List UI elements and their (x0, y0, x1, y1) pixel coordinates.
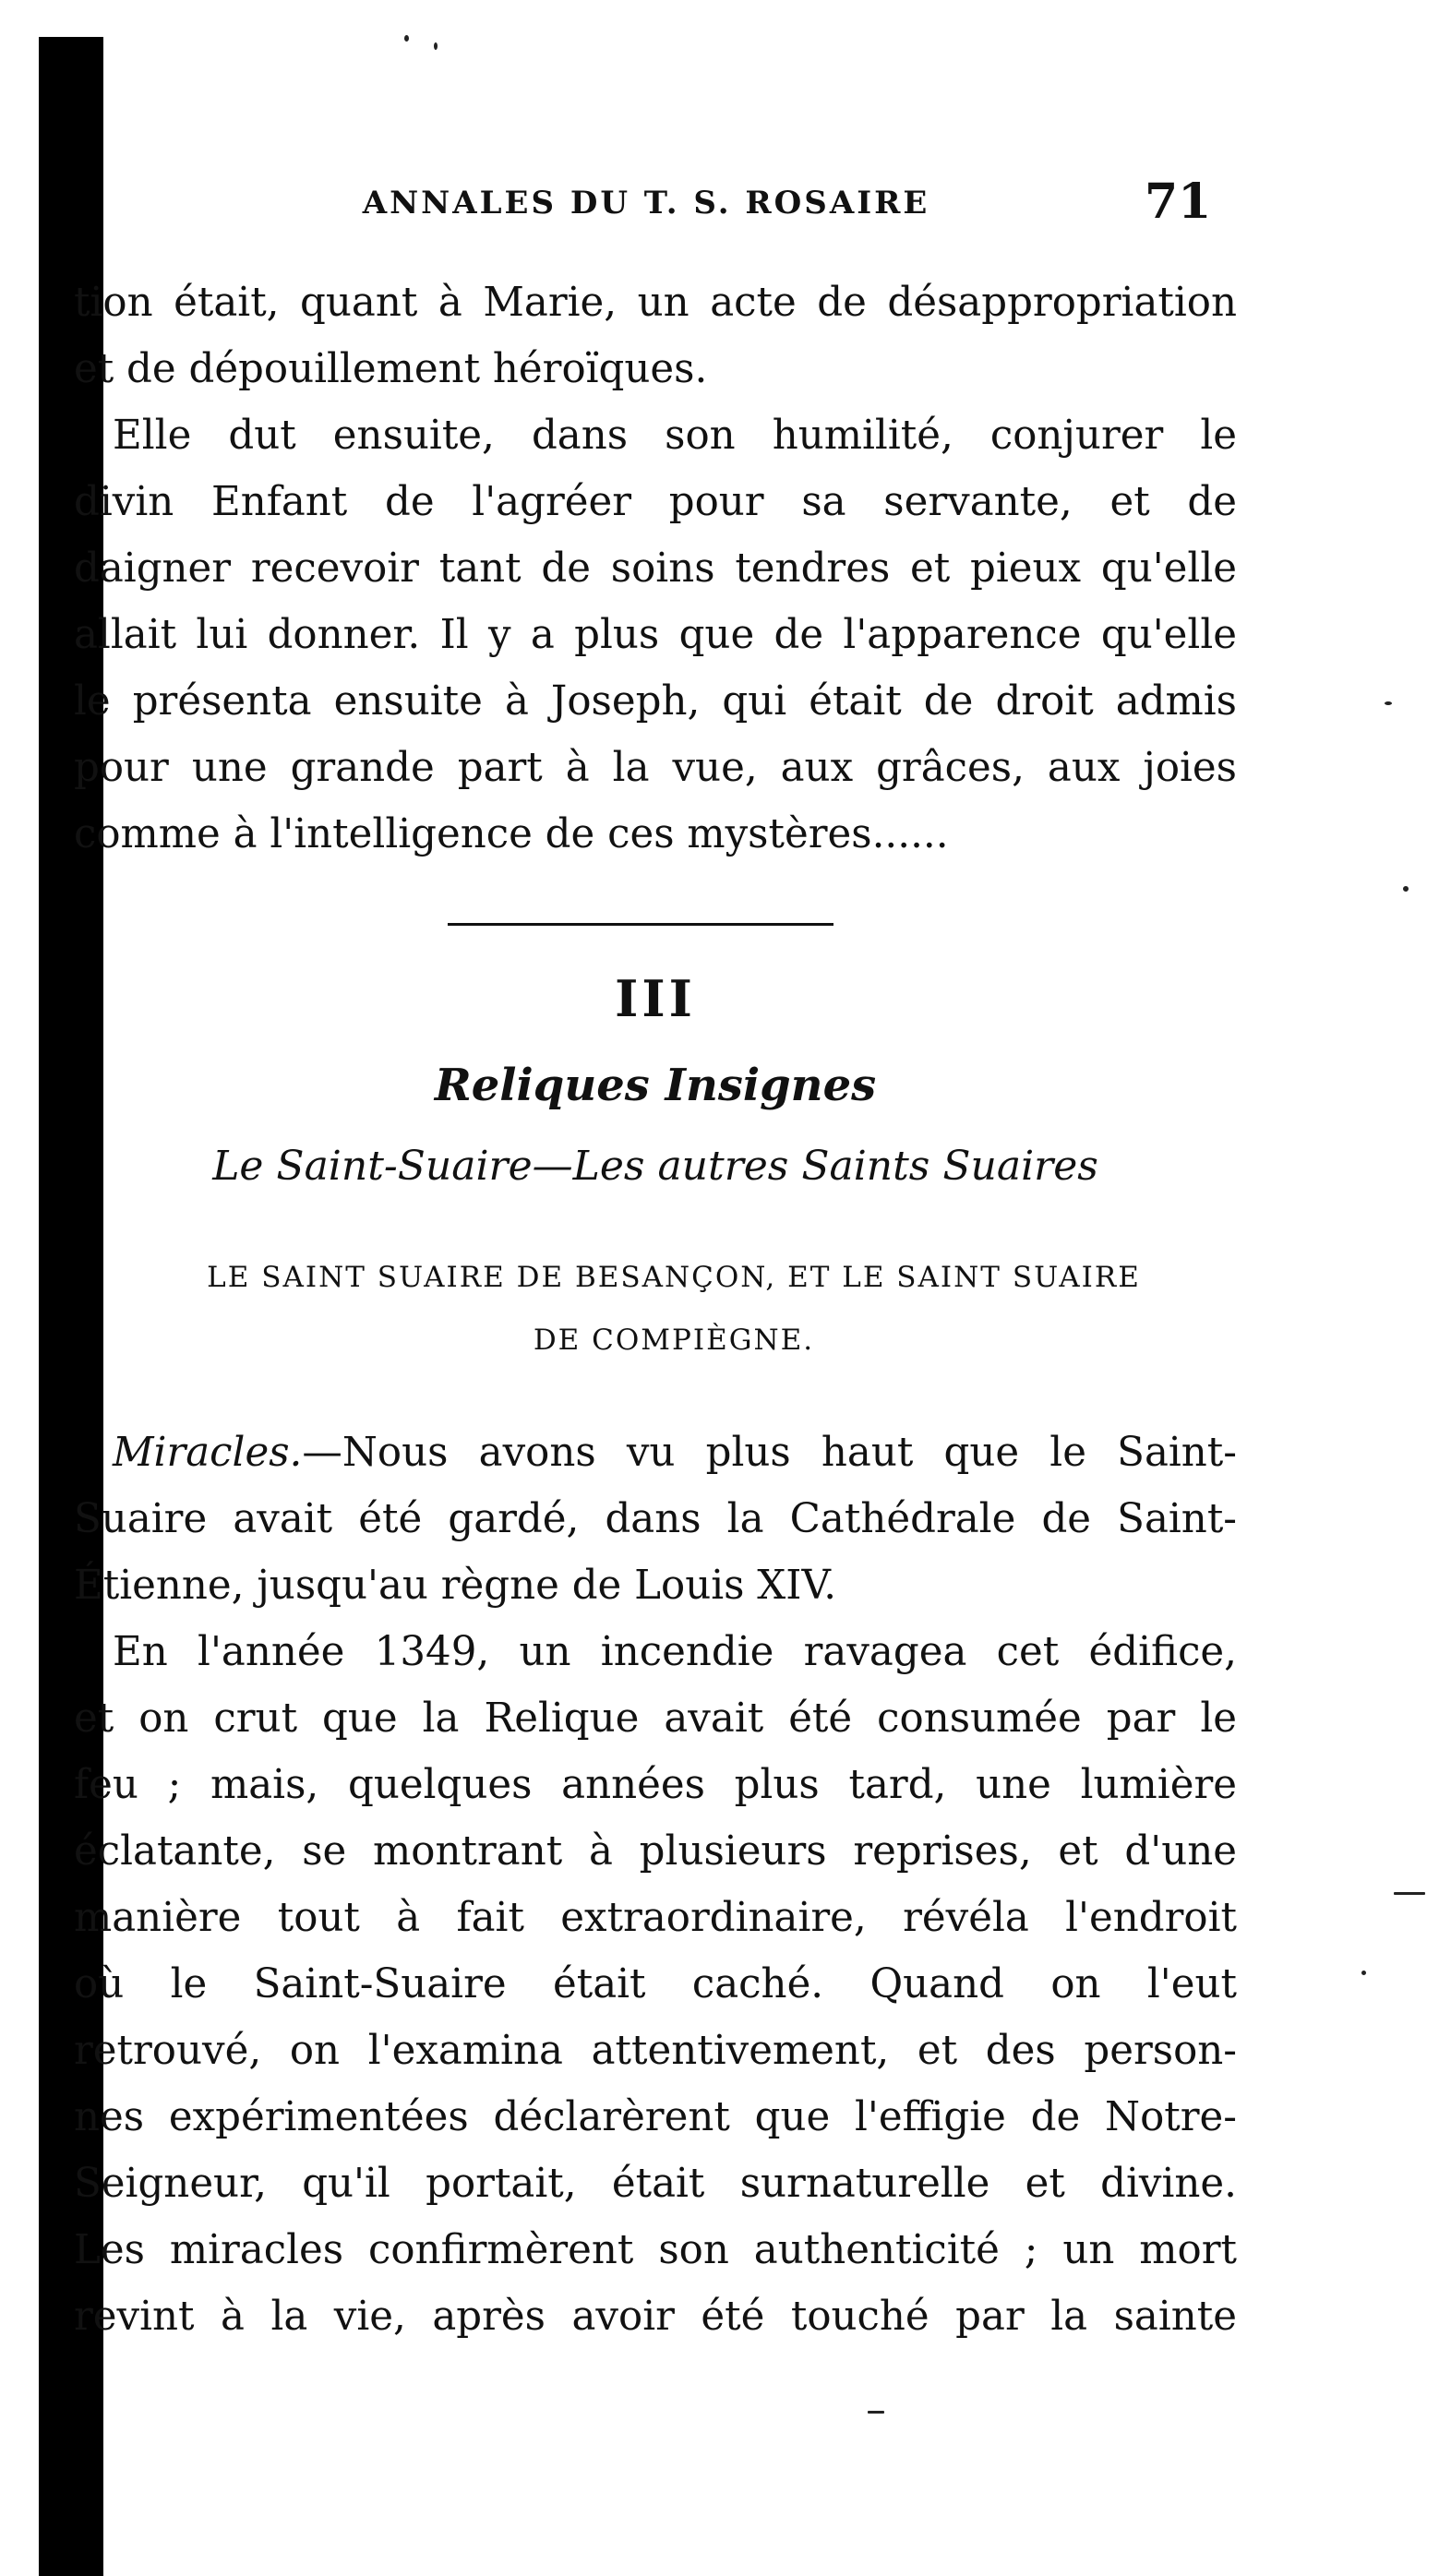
section-subtitle: Le Saint-Suaire—Les autres Saints Suaires (212, 1143, 1098, 1190)
section-caps-heading (102, 1246, 1246, 1372)
page-number: 71 (1145, 174, 1212, 230)
print-speck (1394, 1892, 1425, 1895)
text-line: le présenta ensuite à Joseph, qui était de droit admis (74, 678, 1237, 725)
heading-line: LE SAINT SUAIRE DE BESANÇON, ET LE SAINT SUAIRE (207, 1261, 1141, 1294)
text-line: retrouvé, on l'examina attentivement, et des person- (74, 2028, 1237, 2074)
heading-line: DE COMPIÈGNE. (533, 1324, 815, 1357)
text-line: éclatante, se montrant à plusieurs reprises, et d'une (74, 1828, 1237, 1875)
text-line: Les miracles confirmèrent son authenticité ; un mort (74, 2227, 1237, 2273)
body-paragraphs (74, 1420, 1237, 2350)
text-line: Seigneur, qu'il portait, était surnaturelle et divine. (74, 2161, 1237, 2207)
text-line: pour une grande part à la vue, aux grâces, aux joies (74, 745, 1237, 791)
text-line: Suaire avait été gardé, dans la Cathédrale de Saint- (74, 1496, 1237, 1542)
text-line: revint à la vie, après avoir été touché par la sainte (74, 2294, 1237, 2340)
text-line: daigner recevoir tant de soins tendres et pieux qu'elle (74, 545, 1237, 592)
print-speck (1403, 886, 1409, 892)
text-line (74, 1420, 1237, 1486)
text-line: allait lui donner. Il y a plus que de l'apparence qu'elle (74, 612, 1237, 658)
text-line: comme à l'intelligence de ces mystères...... (74, 811, 949, 857)
print-speck (434, 42, 438, 50)
text-line: Elle dut ensuite, dans son humilité, conjurer le (113, 413, 1237, 459)
text-line: tion était, quant à Marie, un acte de désappropriation (74, 280, 1237, 326)
print-speck (1385, 701, 1392, 705)
section-divider-rule (448, 923, 833, 926)
text-line: nes expérimentées déclarèrent que l'effigie de Notre- (74, 2094, 1237, 2140)
section-number: III (615, 969, 696, 1028)
print-speck (404, 35, 409, 42)
text-line: En l'année 1349, un incendie ravagea cet édifice, (113, 1629, 1237, 1675)
text-line: divin Enfant de l'agréer pour sa servante, et de (74, 479, 1237, 525)
text-line: manière tout à fait extraordinaire, révéla l'endroit (74, 1895, 1237, 1941)
miracles-label: Miracles. (113, 1430, 303, 1476)
text-line: Étienne, jusqu'au règne de Louis XIV. (74, 1563, 837, 1609)
section-title: Reliques Insignes (434, 1060, 877, 1111)
line-rest: —Nous avons vu plus haut que le Saint- (302, 1430, 1237, 1476)
print-speck (868, 2411, 884, 2414)
text-line: et on crut que la Relique avait été consumée par le (74, 1695, 1237, 1742)
text-line: et de dépouillement héroïques. (74, 346, 708, 392)
running-head: ANNALES DU T. S. ROSAIRE (362, 185, 930, 222)
print-speck (1361, 1971, 1366, 1975)
text-line: feu ; mais, quelques années plus tard, une lumière (74, 1762, 1237, 1808)
top-paragraphs (74, 270, 1237, 868)
text-line: où le Saint-Suaire était caché. Quand on l'eut (74, 1961, 1237, 2007)
